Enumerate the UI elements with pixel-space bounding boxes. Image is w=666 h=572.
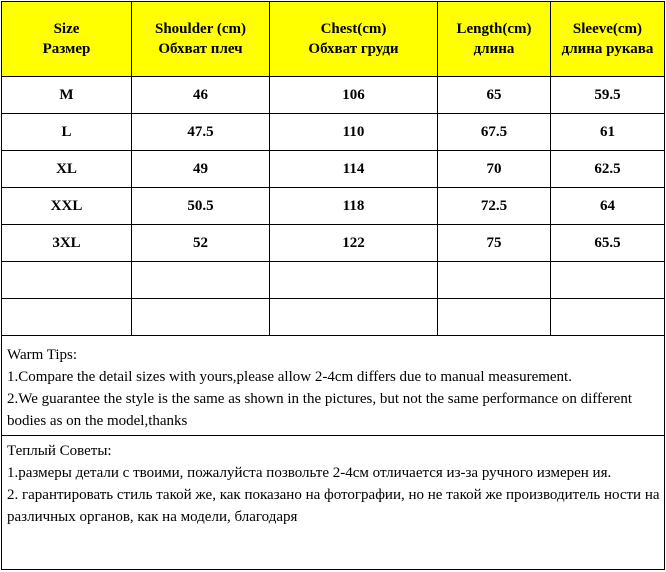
cell-sleeve	[551, 299, 665, 336]
table-row-empty	[2, 299, 665, 336]
tips-en-title: Warm Tips:	[7, 347, 78, 363]
header-sleeve-ru: длина рукава	[561, 41, 654, 57]
cell-shoulder: 49	[132, 151, 270, 188]
header-length	[438, 2, 551, 77]
table-header-row	[2, 2, 665, 77]
cell-size: XL	[2, 151, 132, 188]
table-row	[2, 225, 665, 262]
cell-shoulder: 46	[132, 77, 270, 114]
cell-sleeve: 59.5	[551, 77, 665, 114]
header-length-ru: длина	[473, 41, 515, 57]
cell-length: 70	[438, 151, 551, 188]
header-size-ru: Размер	[42, 41, 91, 57]
table-row	[2, 114, 665, 151]
header-chest-en: Chest(cm)	[320, 21, 387, 37]
tips-ru-line1: 1.размеры детали с твоими, пожалуйста позвольте 2-4см отличается из-за ручного измерен ия.	[7, 465, 612, 481]
cell-chest: 118	[270, 188, 438, 225]
table-row	[2, 77, 665, 114]
header-size-en: Size	[53, 21, 80, 37]
cell-sleeve: 61	[551, 114, 665, 151]
size-chart	[1, 1, 665, 570]
cell-shoulder	[132, 299, 270, 336]
table-row	[2, 188, 665, 225]
cell-size: XXL	[2, 188, 132, 225]
header-sleeve-en: Sleeve(cm)	[572, 21, 643, 37]
header-shoulder-ru: Обхват плеч	[158, 41, 243, 57]
cell-length: 67.5	[438, 114, 551, 151]
cell-shoulder: 50.5	[132, 188, 270, 225]
header-shoulder	[132, 2, 270, 77]
tips-en-line1: 1.Compare the detail sizes with yours,please allow 2-4cm differs due to manual measurement.	[7, 369, 572, 385]
cell-sleeve: 65.5	[551, 225, 665, 262]
cell-chest: 122	[270, 225, 438, 262]
header-chest-ru: Обхват груди	[308, 41, 399, 57]
header-length-en: Length(cm)	[456, 21, 532, 37]
cell-size	[2, 262, 132, 299]
table-row-empty	[2, 262, 665, 299]
cell-chest: 110	[270, 114, 438, 151]
header-chest	[270, 2, 438, 77]
header-sleeve	[551, 2, 665, 77]
cell-chest: 106	[270, 77, 438, 114]
size-table	[1, 1, 665, 336]
cell-chest	[270, 262, 438, 299]
cell-chest: 114	[270, 151, 438, 188]
warm-tips-ru	[2, 436, 664, 556]
tips-ru-line2: 2. гарантировать стиль такой же, как показано на фотографии, но не такой же производитель ности на различных органов, как на модели, благодаря	[7, 487, 660, 525]
header-shoulder-en: Shoulder (cm)	[155, 21, 246, 37]
cell-size: L	[2, 114, 132, 151]
cell-shoulder: 47.5	[132, 114, 270, 151]
cell-length	[438, 299, 551, 336]
cell-length: 65	[438, 77, 551, 114]
cell-size	[2, 299, 132, 336]
cell-length: 72.5	[438, 188, 551, 225]
table-row	[2, 151, 665, 188]
cell-shoulder	[132, 262, 270, 299]
cell-chest	[270, 299, 438, 336]
cell-sleeve: 64	[551, 188, 665, 225]
header-size	[2, 2, 132, 77]
cell-sleeve: 62.5	[551, 151, 665, 188]
cell-shoulder: 52	[132, 225, 270, 262]
tips-ru-title: Теплый Советы:	[7, 443, 112, 459]
cell-sleeve	[551, 262, 665, 299]
cell-length	[438, 262, 551, 299]
cell-size: M	[2, 77, 132, 114]
cell-length: 75	[438, 225, 551, 262]
cell-size: 3XL	[2, 225, 132, 262]
warm-tips-en	[2, 340, 664, 436]
tips-en-line2: 2.We guarantee the style is the same as shown in the pictures, but not the same performance on different bodies as on the model,thanks	[7, 391, 632, 429]
